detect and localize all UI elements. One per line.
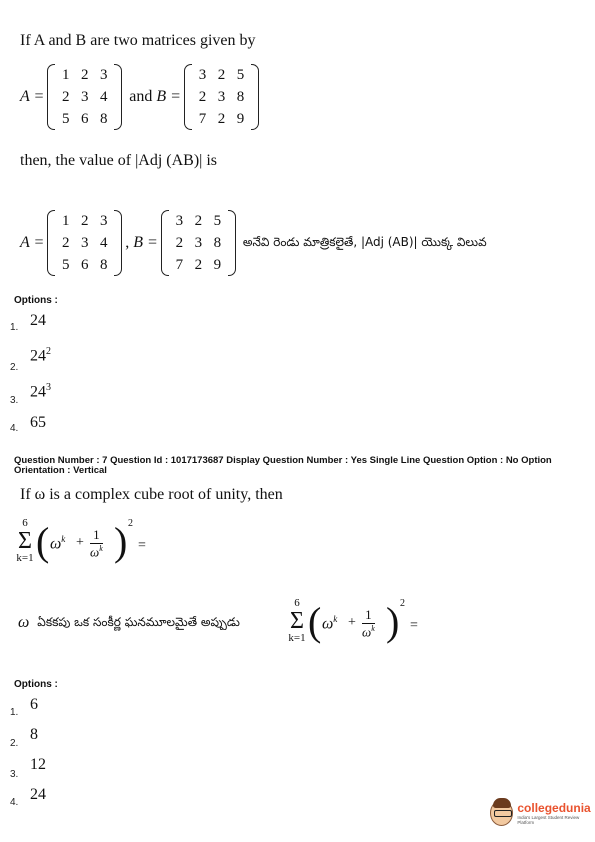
option-2-value[interactable]: $24^2$ <box>30 346 51 365</box>
question-metadata: Question Number : 7 Question Id : 1017173687 Display Question Number : Yes Single Line Question Option : No Option Orientation : Vertical <box>14 455 552 476</box>
matrix-definition-telugu <box>20 210 487 276</box>
comma: , <box>125 234 130 251</box>
question-2-telugu: ω ఏకకపు ఒక సంకీర్ణ ఘనమూలమైతే అప్పుడు <box>18 614 240 631</box>
question-2-text: If ω is a complex cube root of unity, then <box>20 486 283 503</box>
matrix-b-label: B = <box>156 88 181 105</box>
telugu-question-1: అనేవి రెండు మాత్రికలైతే, |Adj (AB)| యొక్క విలువ <box>242 234 487 249</box>
option-2-2-value[interactable]: 8 <box>30 726 38 743</box>
mascot-icon <box>490 800 513 826</box>
matrix-b-telugu: 3 2 5 2 3 8 7 2 9 <box>161 210 236 276</box>
matrix-b: 3 2 5 2 3 8 7 2 9 <box>184 64 259 130</box>
matrix-b-label: B = <box>133 234 158 251</box>
option-2-2-number: 2. <box>10 738 19 749</box>
option-1-value[interactable]: 24 <box>30 312 46 329</box>
option-2-1-value[interactable]: 6 <box>30 696 38 713</box>
matrix-a-telugu: 1 2 3 2 3 4 5 6 8 <box>47 210 122 276</box>
option-4-number: 4. <box>10 423 19 434</box>
matrix-a-label: A = <box>20 234 45 251</box>
option-2-4-value[interactable]: 24 <box>30 786 46 803</box>
telugu-question-2: ఏకకపు ఒక సంకీర్ణ ఘనమూలమైతే అప్పుడు <box>37 614 240 629</box>
question-1-prompt: then, the value of |Adj (AB)| is <box>20 152 218 169</box>
option-1-number: 1. <box>10 322 19 333</box>
option-3-number: 3. <box>10 395 19 406</box>
option-4-value[interactable]: 65 <box>30 414 46 431</box>
matrix-a-label: A = <box>20 88 45 105</box>
option-2-3-number: 3. <box>10 769 19 780</box>
option-2-3-value[interactable]: 12 <box>30 756 46 773</box>
summation-sigma: 6 Σ k=1 <box>16 517 34 564</box>
question-1-text: If A and B are two matrices given by <box>20 32 256 49</box>
matrix-definition-english <box>20 64 262 130</box>
options-label-2: Options : <box>14 679 58 690</box>
option-2-1-number: 1. <box>10 707 19 718</box>
summation-expression: 6 Σ k=1 ( $\omega^k$ + $\frac{1}{\omega^k}$ ) 2 = <box>14 518 154 576</box>
option-2-number: 2. <box>10 362 19 373</box>
option-3-value[interactable]: $24^3$ <box>30 382 51 401</box>
option-2-4-number: 4. <box>10 797 19 808</box>
options-label-1: Options : <box>14 295 58 306</box>
collegedunia-logo: collegedunia India's Largest Student Review Platform <box>490 800 595 826</box>
matrix-a: 1 2 3 2 3 4 5 6 8 <box>47 64 122 130</box>
and-text: and <box>129 88 153 105</box>
summation-expression-telugu: 6 Σ k=1 ( $\omega^k$ + $\frac{1}{\omega^k}$ ) 2 = <box>288 597 418 644</box>
